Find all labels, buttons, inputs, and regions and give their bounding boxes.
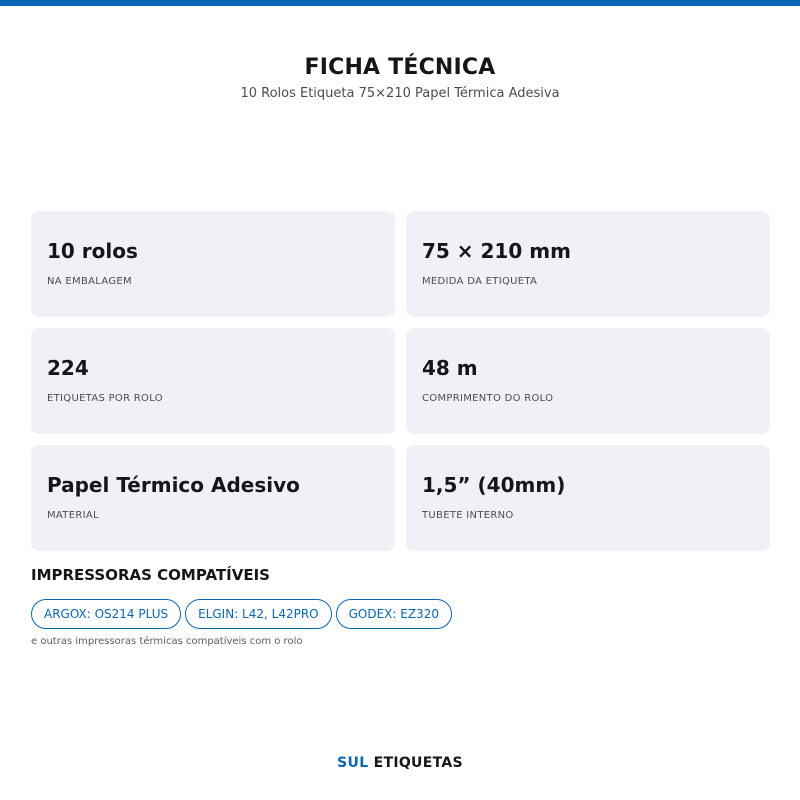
printers-note: e outras impressoras térmicas compatíveis com o rolo xyxy=(31,636,303,647)
spec-value: 75 × 210 mm xyxy=(422,239,571,263)
brand-logo xyxy=(0,755,800,771)
printer-chip-list xyxy=(31,599,452,629)
spec-card-roll-length xyxy=(406,328,770,434)
printer-chip-godex: GODEX: EZ320 xyxy=(336,599,452,629)
spec-label: NA EMBALAGEM xyxy=(47,276,132,287)
spec-label: COMPRIMENTO DO ROLO xyxy=(422,393,554,404)
spec-card-core xyxy=(406,445,770,551)
spec-label: MATERIAL xyxy=(47,510,99,521)
page-title: FICHA TÉCNICA xyxy=(304,55,496,80)
spec-card-labels-per-roll xyxy=(31,328,395,434)
spec-label: ETIQUETAS POR ROLO xyxy=(47,393,163,404)
header xyxy=(0,55,800,101)
spec-value: 224 xyxy=(47,356,89,380)
spec-grid xyxy=(31,211,770,551)
brand-rest-text: ETIQUETAS xyxy=(373,755,463,771)
printers-heading: IMPRESSORAS COMPATÍVEIS xyxy=(31,566,270,584)
spec-value: 10 rolos xyxy=(47,239,138,263)
spec-label: MEDIDA DA ETIQUETA xyxy=(422,276,538,287)
spec-value: 48 m xyxy=(422,356,478,380)
brand-accent-text: SUL xyxy=(337,755,369,771)
printer-chip-argox: ARGOX: OS214 PLUS xyxy=(31,599,181,629)
printer-chip-elgin: ELGIN: L42, L42PRO xyxy=(185,599,332,629)
spec-value: 1,5” (40mm) xyxy=(422,473,566,497)
spec-card-quantity xyxy=(31,211,395,317)
spec-value: Papel Térmico Adesivo xyxy=(47,473,300,497)
spec-card-material xyxy=(31,445,395,551)
page-subtitle: 10 Rolos Etiqueta 75×210 Papel Térmica Adesiva xyxy=(240,86,560,101)
spec-label: TUBETE INTERNO xyxy=(422,510,514,521)
spec-card-size xyxy=(406,211,770,317)
top-accent-bar xyxy=(0,0,800,6)
